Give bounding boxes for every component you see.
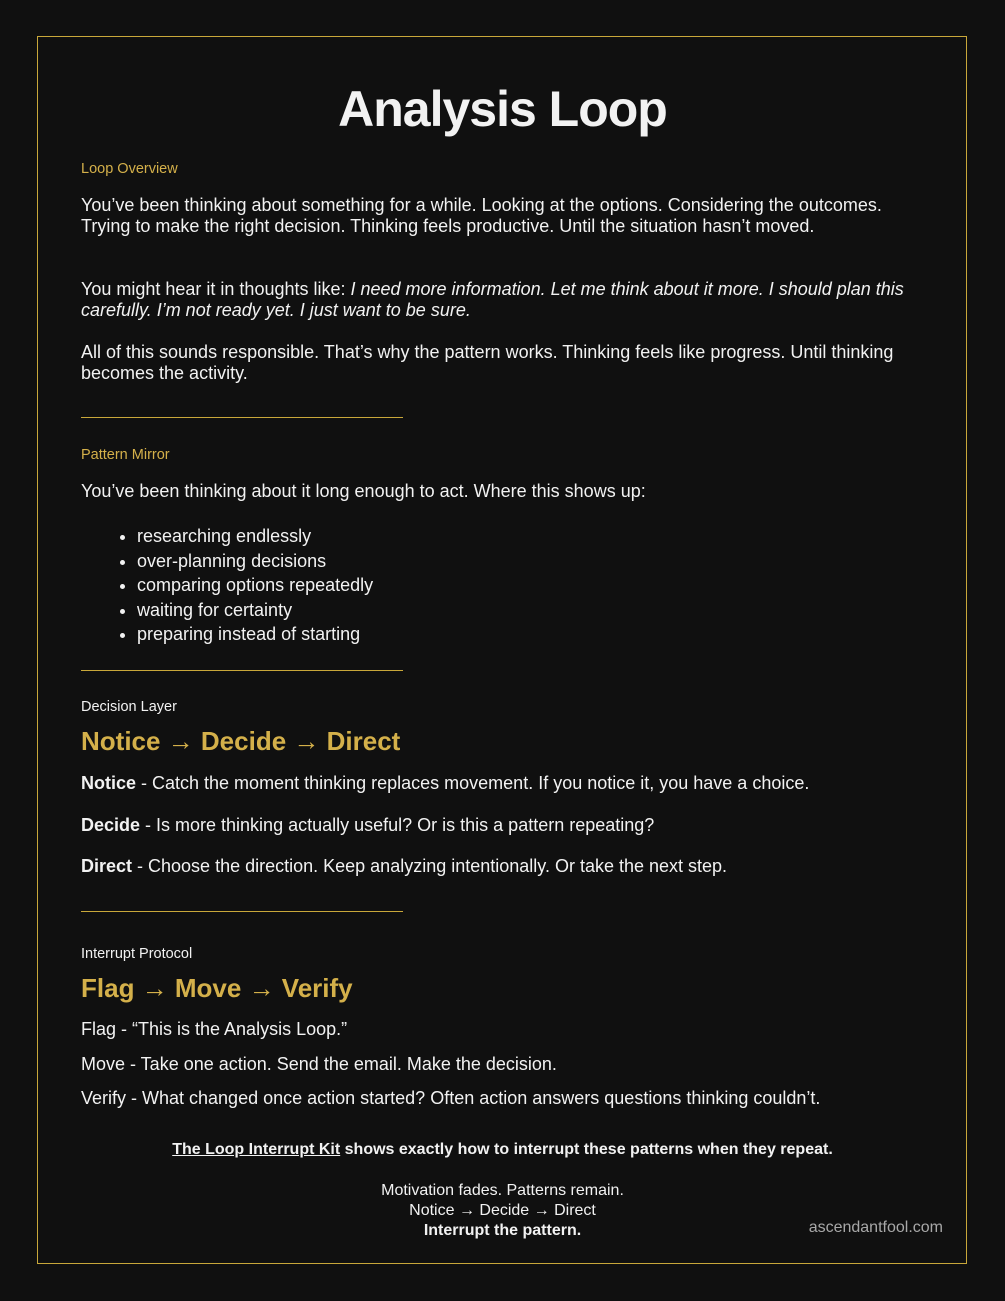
interrupt-line-flag: Flag - “This is the Analysis Loop.”	[81, 1019, 348, 1039]
footer-line-2: Notice → Decide → Direct	[409, 1202, 596, 1219]
section-label-interrupt-protocol: Interrupt Protocol	[81, 946, 193, 962]
divider	[81, 417, 403, 418]
cta-line	[0, 1141, 1005, 1159]
overview-paragraph-2	[81, 279, 911, 321]
overview-paragraph-2-lead: You might hear it in thoughts like:	[81, 279, 351, 299]
section-label-loop-overview: Loop Overview	[81, 161, 178, 177]
footer-line-3: Interrupt the pattern.	[423, 1222, 582, 1239]
list-item: • researching endlessly	[137, 524, 373, 549]
decision-layer-heading: Notice → Decide → Direct	[81, 726, 401, 756]
decision-term: Decide	[81, 815, 141, 835]
decision-text: - Is more thinking actually useful? Or is this a pattern repeating?	[140, 815, 655, 835]
interrupt-line-verify: Verify - What changed once action started? Often action answers questions thinking couldn’t.	[81, 1088, 821, 1108]
divider	[81, 911, 403, 912]
overview-paragraph-2-thoughts: I need more information. Let me think about it more. I should plan this carefully. I’m not ready yet. I just want to be sure.	[81, 279, 904, 320]
divider	[81, 670, 403, 671]
footer-line-1: Motivation fades. Patterns remain.	[381, 1182, 624, 1199]
loop-interrupt-kit-link[interactable]: The Loop Interrupt Kit	[172, 1141, 341, 1158]
decision-term: Notice	[81, 773, 137, 793]
list-item: • preparing instead of starting	[137, 622, 373, 647]
list-item: • waiting for certainty	[137, 598, 373, 623]
pattern-list	[115, 524, 373, 647]
cta-text: shows exactly how to interrupt these patterns when they repeat.	[340, 1141, 833, 1158]
decision-line-notice	[81, 773, 809, 794]
overview-paragraph-3: All of this sounds responsible. That’s why the pattern works. Thinking feels like progress. Until thinking becomes the activity.	[81, 342, 894, 383]
interrupt-protocol-heading: Flag → Move → Verify	[81, 973, 353, 1003]
decision-line-decide	[81, 815, 654, 836]
decision-line-direct	[81, 856, 727, 877]
site-url[interactable]: ascendantfool.com	[808, 1219, 943, 1236]
section-label-pattern-mirror: Pattern Mirror	[81, 447, 170, 463]
decision-text: - Catch the moment thinking replaces movement. If you notice it, you have a choice.	[136, 773, 810, 793]
list-item: • comparing options repeatedly	[137, 573, 373, 598]
decision-text: - Choose the direction. Keep analyzing intentionally. Or take the next step.	[132, 856, 728, 876]
section-label-decision-layer: Decision Layer	[81, 699, 177, 715]
interrupt-line-move: Move - Take one action. Send the email. Make the decision.	[81, 1054, 557, 1074]
overview-paragraph-1: You’ve been thinking about something for a while. Looking at the options. Considering the outcomes. Trying to make the right decision. Thinking feels productive. Until the situation hasn’t moved.	[81, 195, 882, 236]
decision-term: Direct	[81, 856, 133, 876]
page-title: Analysis Loop	[338, 81, 667, 137]
list-item: • over-planning decisions	[137, 549, 373, 574]
pattern-mirror-intro: You’ve been thinking about it long enough to act. Where this shows up:	[81, 481, 646, 501]
